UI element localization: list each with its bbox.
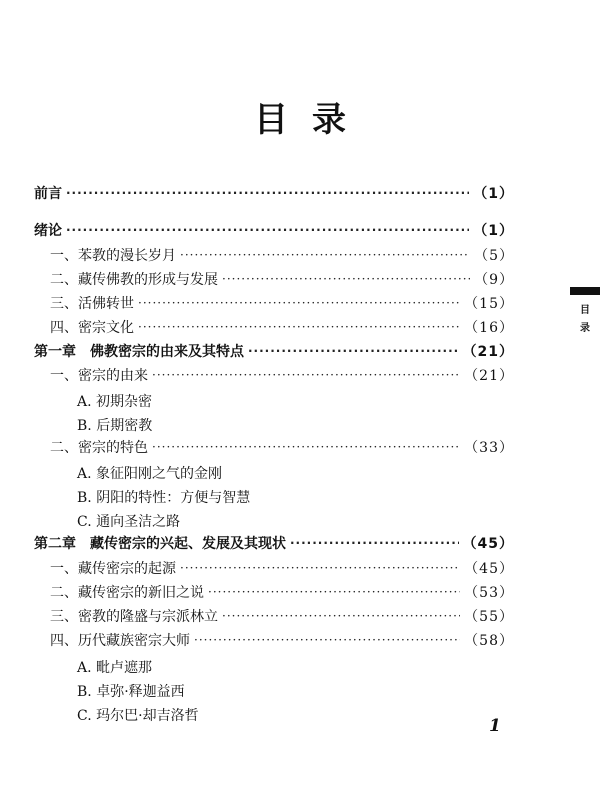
- dot-leader: [152, 440, 460, 454]
- toc-entry-label: 第二章 藏传密宗的兴起、发展及其现状: [34, 536, 286, 552]
- toc-entry-label: 绪论: [34, 223, 62, 239]
- toc-entry-chapter-2[interactable]: [34, 532, 514, 554]
- dot-leader: [138, 296, 460, 310]
- side-tab-bar: [570, 287, 600, 295]
- toc-entry-section[interactable]: [50, 557, 514, 579]
- toc-subentry[interactable]: A. 毗卢遮那: [77, 660, 153, 676]
- toc-subentry[interactable]: A. 象征阳刚之气的金刚: [77, 466, 223, 482]
- toc-entry-page: （5）: [474, 248, 514, 264]
- toc-entry-label: 二、藏传佛教的形成与发展: [50, 272, 218, 288]
- toc-entry-chapter-1[interactable]: [34, 340, 514, 362]
- toc-entry-page: （53）: [464, 585, 514, 601]
- toc-subentry[interactable]: A. 初期杂密: [77, 394, 153, 410]
- toc-entry-label: 三、密教的隆盛与宗派林立: [50, 609, 218, 625]
- toc-entry-section[interactable]: [50, 268, 514, 290]
- toc-entry-section[interactable]: [50, 436, 514, 458]
- dot-leader: [180, 561, 460, 575]
- title-char-1: 目: [254, 100, 288, 140]
- toc-entry-section[interactable]: [50, 581, 514, 603]
- toc-entry-page: （21）: [464, 368, 514, 384]
- toc-entry-page: （45）: [462, 536, 514, 552]
- toc-entry-introduction[interactable]: [34, 219, 514, 241]
- toc-subentry[interactable]: C. 通向圣洁之路: [77, 514, 181, 530]
- toc-subentry[interactable]: B. 卓弥·释迦益西: [77, 684, 185, 700]
- dot-leader: [222, 609, 460, 623]
- toc-entry-label: 一、藏传密宗的起源: [50, 561, 176, 577]
- toc-entry-section[interactable]: [50, 605, 514, 627]
- toc-entry-section[interactable]: [50, 316, 514, 338]
- toc-entry-page: （55）: [464, 609, 514, 625]
- page-number: 1: [489, 716, 501, 736]
- toc-entry-section[interactable]: [50, 244, 514, 266]
- toc-entry-page: （1）: [473, 186, 514, 202]
- toc-entry-page: （1）: [473, 223, 514, 239]
- toc-entry-preface[interactable]: [34, 182, 514, 204]
- dot-leader: [138, 320, 460, 334]
- toc-entry-label: 一、密宗的由来: [50, 368, 148, 384]
- page-title: [0, 92, 600, 141]
- title-char-2: 录: [312, 100, 346, 140]
- dot-leader: [248, 344, 459, 358]
- toc-entry-page: （58）: [464, 633, 514, 649]
- toc-subentry[interactable]: C. 玛尔巴·却吉洛哲: [77, 708, 199, 724]
- toc-entry-page: （15）: [464, 296, 514, 312]
- toc-entry-page: （9）: [474, 272, 514, 288]
- toc-entry-label: 二、密宗的特色: [50, 440, 148, 456]
- toc-subentry[interactable]: B. 阴阳的特性：方便与智慧: [77, 490, 251, 506]
- toc-entry-page: （33）: [464, 440, 514, 456]
- toc-entry-page: （21）: [462, 344, 514, 360]
- toc-entry-section[interactable]: [50, 364, 514, 386]
- side-tab-label: 目录: [580, 305, 590, 334]
- toc-entry-label: 四、历代藏族密宗大师: [50, 633, 190, 649]
- dot-leader: [194, 633, 460, 647]
- toc-entry-label: 三、活佛转世: [50, 296, 134, 312]
- toc-entry-section[interactable]: [50, 292, 514, 314]
- dot-leader: [208, 585, 460, 599]
- toc-entry-label: 第一章 佛教密宗的由来及其特点: [34, 344, 244, 360]
- dot-leader: [66, 223, 469, 237]
- toc-entry-section[interactable]: [50, 629, 514, 651]
- toc-entry-label: 二、藏传密宗的新旧之说: [50, 585, 204, 601]
- dot-leader: [180, 248, 470, 262]
- dot-leader: [152, 368, 460, 382]
- dot-leader: [66, 186, 469, 200]
- toc-entry-label: 四、密宗文化: [50, 320, 134, 336]
- toc-entry-label: 一、苯教的漫长岁月: [50, 248, 176, 264]
- toc-entry-label: 前言: [34, 186, 62, 202]
- toc-subentry[interactable]: B. 后期密教: [77, 418, 153, 434]
- dot-leader: [222, 272, 470, 286]
- toc-entry-page: （16）: [464, 320, 514, 336]
- dot-leader: [290, 536, 459, 550]
- toc-entry-page: （45）: [464, 561, 514, 577]
